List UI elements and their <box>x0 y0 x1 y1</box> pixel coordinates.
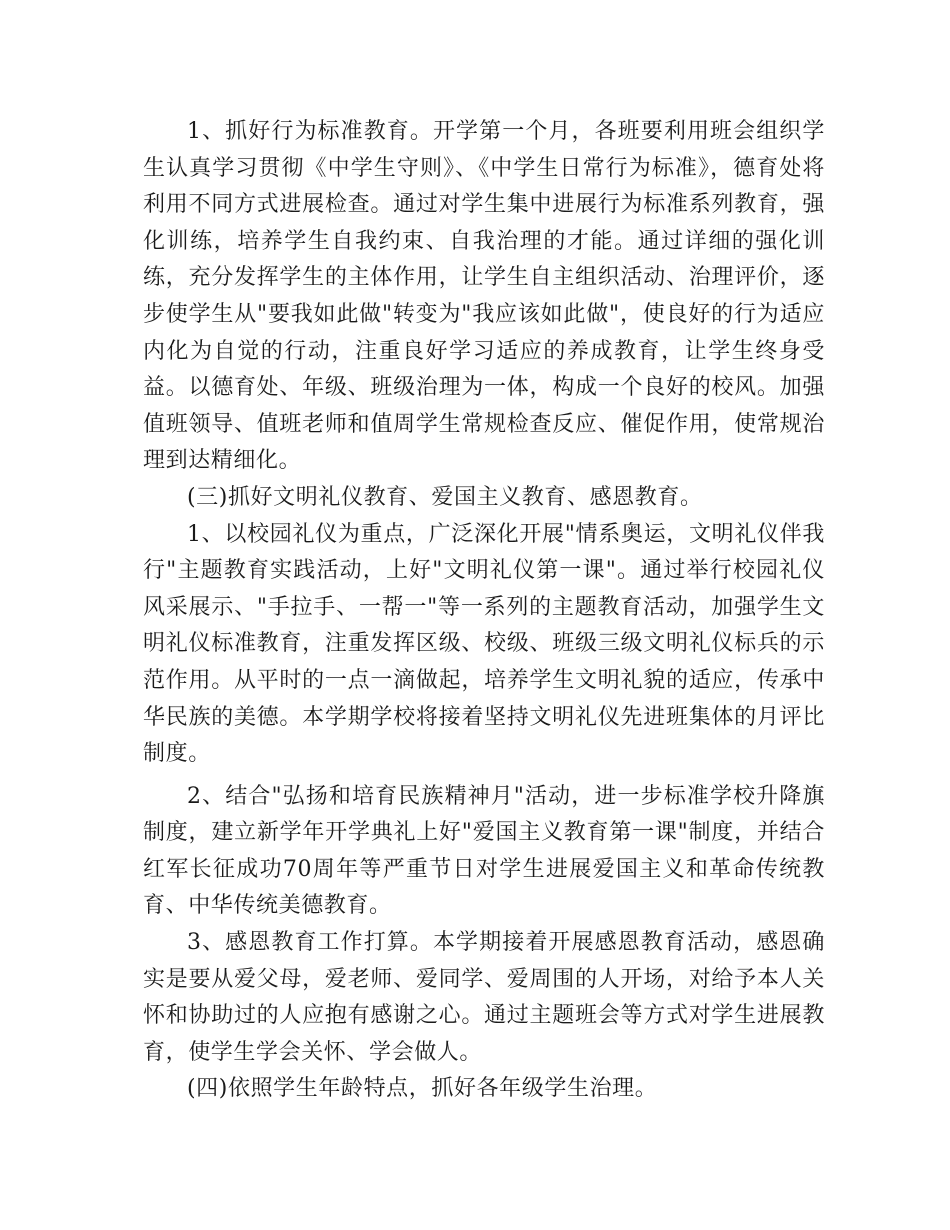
paragraph-national-spirit: 2、结合"弘扬和培育民族精神月"活动，进一步标准学校升降旗制度，建立新学年开学典礼上好"爱国主义教育第一课"制度，并结合红军长征成功70周年等严重节日对学生进展爱国主义和革命传统教育、中华传统美德教育。 <box>143 783 825 919</box>
document-body <box>143 114 825 1108</box>
section-heading-etiquette: (三)抓好文明礼仪教育、爱国主义教育、感恩教育。 <box>187 484 703 510</box>
paragraph-gratitude-education: 3、感恩教育工作打算。本学期接着开展感恩教育活动，感恩确实是要从爱父母，爱老师、爱同学、爱周围的人开场，对给予本人关怀和协助过的人应抱有感谢之心。通过主题班会等方式对学生进展教育，使学生学会关怀、学会做人。 <box>143 930 825 1065</box>
section-heading-grade-management: (四)依照学生年龄特点，抓好各年级学生治理。 <box>187 1076 658 1102</box>
paragraph-behavior-standards: 1、抓好行为标准教育。开学第一个月，各班要利用班会组织学生认真学习贯彻《中学生守则》、《中学生日常行为标准》，德育处将利用不同方式进展检查。通过对学生集中进展行为标准系列教育，强化训练，培养学生自我约束、自我治理的才能。通过详细的强化训练，充分发挥学生的主体作用，让学生自主组织活动、治理评价，逐步使学生从"要我如此做"转变为"我应该如此做"，使良好的行为适应内化为自觉的行动，注重良好学习适应的养成教育，让学生终身受益。以德育处、年级、班级治理为一体，构成一个良好的校风。加强值班领导、值班老师和值周学生常规检查反应、催促作用，使常规治理到达精细化。 <box>143 119 825 474</box>
paragraph-campus-etiquette: 1、以校园礼仪为重点，广泛深化开展"情系奥运，文明礼仪伴我行"主题教育实践活动，上好"文明礼仪第一课"。通过举行校园礼仪风采展示、"手拉手、一帮一"等一系列的主题教育活动，加强学生文明礼仪标准教育，注重发挥区级、校级、班级三级文明礼仪标兵的示范作用。从平时的一点一滴做起，培养学生文明礼貌的适应，传承中华民族的美德。本学期学校将接着坚持文明礼仪先进班集体的月评比制度。 <box>143 521 825 767</box>
